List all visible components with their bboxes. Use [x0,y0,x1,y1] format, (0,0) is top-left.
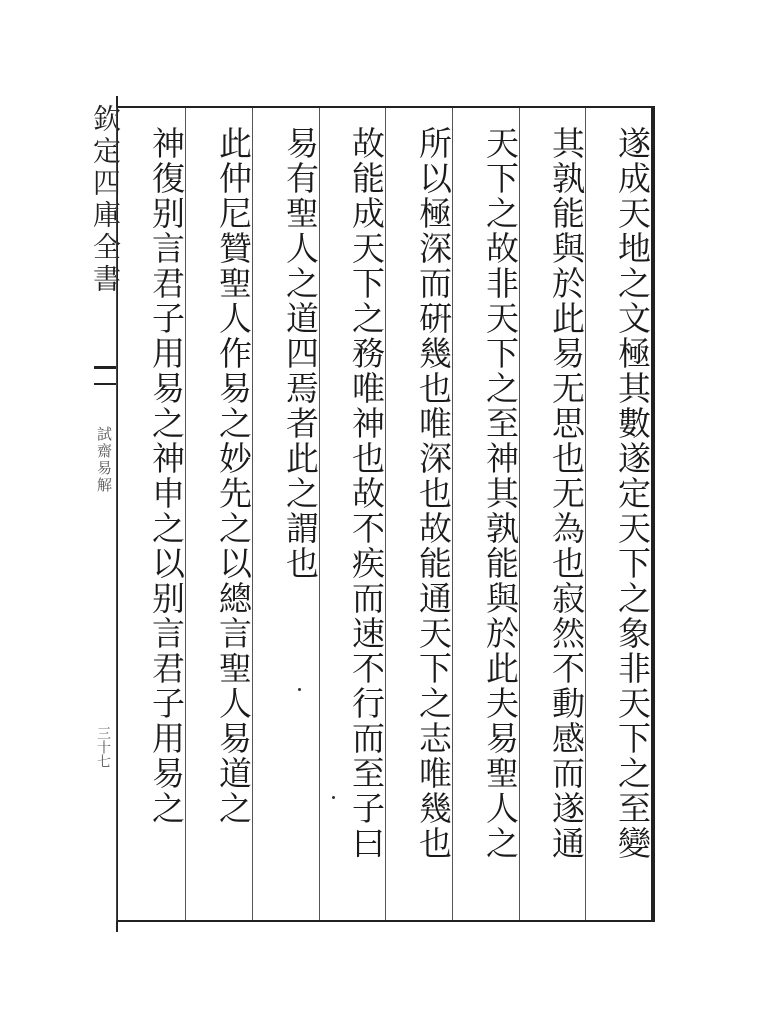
text-column-7: 此仲尼贊聖人作易之妙先之以總言聖人易道之 [185,108,252,920]
document-page [89,96,664,932]
text-column-4: 所以極深而硏幾也唯深也故能通天下之志唯幾也 [385,108,452,920]
text-column-3: 天下之故非天下之至神其孰能與於此夫易聖人之 [452,108,519,920]
ink-speck [332,796,335,799]
page-number: 三十七 [95,726,111,768]
text-column-1: 遂成天地之文極其數遂定天下之象非天下之至變 [585,108,651,920]
text-column-5: 故能成天下之務唯神也故不疾而速不行而至子曰 [319,108,385,920]
text-column-2: 其孰能與於此易无思也无為也寂然不動感而遂通 [519,108,585,920]
book-title: 欽定四庫全書 [89,104,122,296]
text-column-6: 易有聖人之道四焉者此之謂也 [252,108,319,920]
page-margin [89,96,122,932]
fish-tail-mark [94,366,116,385]
text-frame [116,106,655,922]
text-column-8: 神復别言君子用易之神申之以别言君子用易之 [147,126,186,826]
ink-speck [298,688,301,691]
chapter-title: 試齋易解 [95,426,113,494]
